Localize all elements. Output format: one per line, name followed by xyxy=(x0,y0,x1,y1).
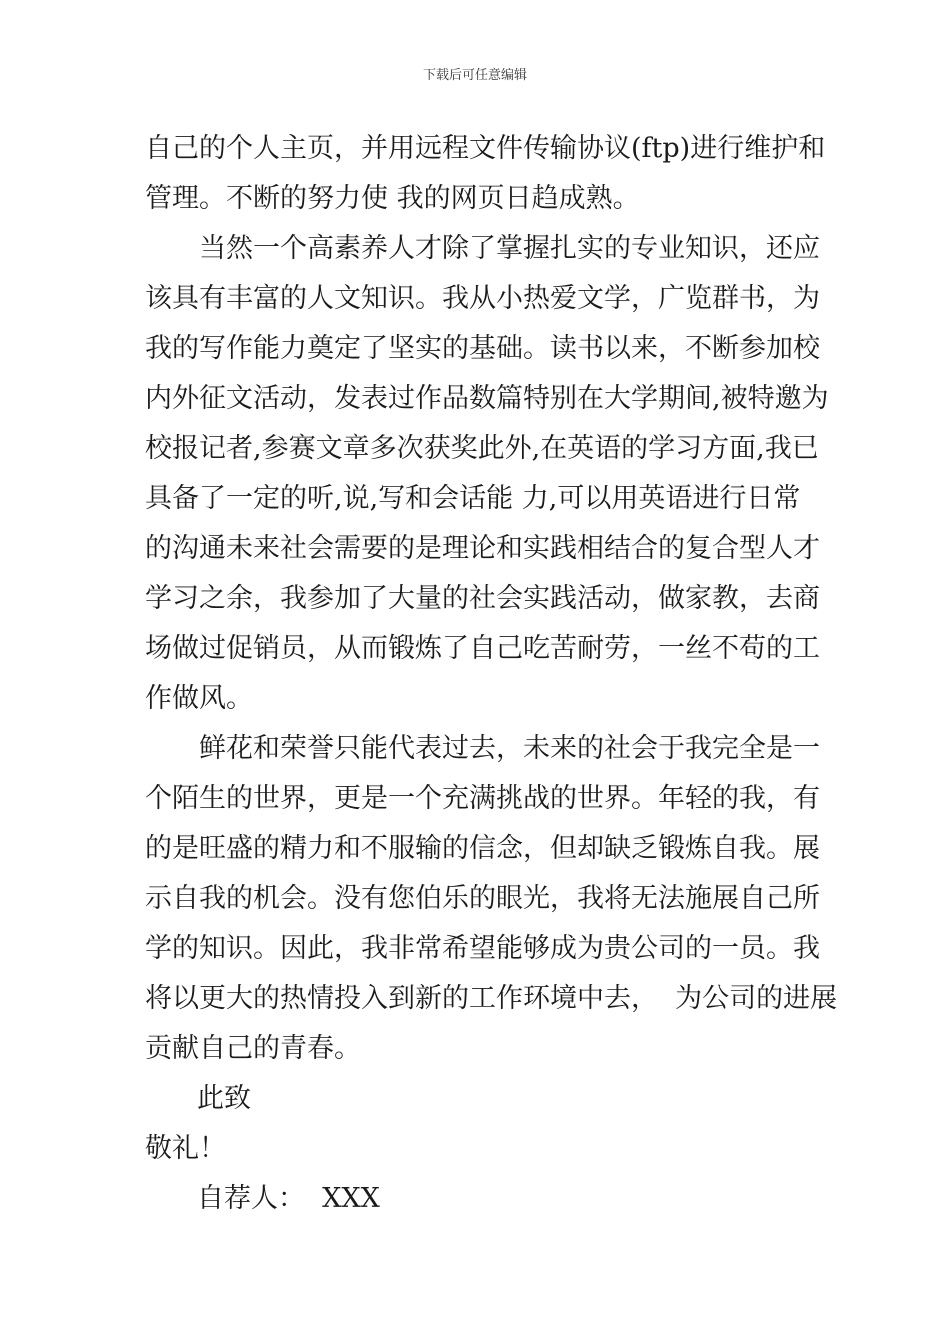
closing-salutation: 此致 xyxy=(197,1083,251,1114)
page-header: 下载后可任意编辑 xyxy=(422,68,527,83)
paragraph-first-line: 鲜花和荣誉只能代表过去，未来的社会于我完全是一 xyxy=(199,733,820,764)
body-line: 内外征文活动，发表过作品数篇特别在大学期间,被特邀为 xyxy=(145,383,829,414)
body-line: 示自我的机会。没有您伯乐的眼光，我将无法施展自己所 xyxy=(145,883,820,914)
body-line: 个陌生的世界，更是一个充满挑战的世界。年轻的我，有 xyxy=(145,783,820,814)
body-line: 学的知识。因此，我非常希望能够成为贵公司的一员。我 xyxy=(145,933,820,964)
closing-regards: 敬礼！ xyxy=(145,1133,226,1164)
body-line: 学习之余，我参加了大量的社会实践活动，做家教，去商 xyxy=(145,583,820,614)
body-line: 的沟通未来社会需要的是理论和实践相结合的复合型人才 xyxy=(145,533,820,564)
body-line: 自己的个人主页，并用远程文件传输协议(ftp)进行维护和 xyxy=(145,133,826,164)
body-line: 该具有丰富的人文知识。我从小热爱文学，广览群书，为 xyxy=(145,283,820,314)
body-line: 的是旺盛的精力和不服输的信念，但却缺乏锻炼自我。展 xyxy=(145,833,820,864)
body-line: 我的写作能力奠定了坚实的基础。读书以来，不断参加校 xyxy=(145,333,820,364)
body-line: 校报记者,参赛文章多次获奖此外,在英语的学习方面,我已 xyxy=(145,433,819,464)
body-line: 贡献自己的青春。 xyxy=(145,1033,361,1064)
body-line: 将以更大的热情投入到新的工作环境中去， 为公司的进展 xyxy=(145,983,838,1014)
signature-line: 自荐人： XXX xyxy=(197,1183,380,1214)
paragraph-first-line: 当然一个高素养人才除了掌握扎实的专业知识，还应 xyxy=(199,233,820,264)
body-line: 具备了一定的听,说,写和会话能 力,可以用英语进行日常 xyxy=(145,483,801,514)
body-line: 场做过促销员，从而锻炼了自己吃苦耐劳，一丝不苟的工 xyxy=(145,633,820,664)
body-line: 作做风。 xyxy=(145,683,253,714)
body-line: 管理。不断的努力使 我的网页日趋成熟。 xyxy=(145,183,640,214)
